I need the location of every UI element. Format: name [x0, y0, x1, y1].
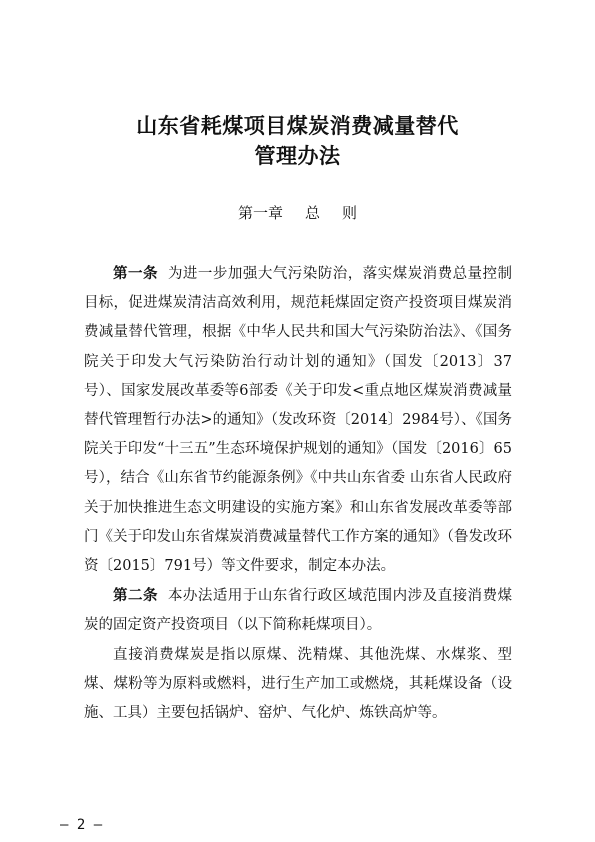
- chapter-title-char-1: 总: [304, 204, 320, 222]
- article-1-label: 第一条: [113, 265, 158, 282]
- article-1-text: 为进一步加强大气污染防治，落实煤炭消费总量控制目标，促进煤炭清洁高效利用，规范耗煤固定资产投资项目煤炭消费减量替代管理，根据《中华人民共和国大气污染防治法》、《国务院关于印发大气污染防治行动计划的通知》（国发〔2013〕37号）、国家发展改革委等6部委《关于印发<重点地区煤炭消费减量替代管理暂行办法>的通知》（发改环资〔2014〕2984号）、《国务院关于印发“十三五”生态环境保护规划的通知》（国发〔2016〕65号），结合《山东省节约能源条例》《中共山东省委 山东省人民政府关于加快推进生态文明建设的实施方案》和山东省发展改革委等部门《关于印发山东省煤炭消费减量替代工作方案的通知》（鲁发改环资〔2015〕791号）等文件要求，制定本办法。: [84, 266, 513, 575]
- page-number: — 2 —: [60, 817, 103, 833]
- article-1: [84, 259, 512, 581]
- chapter-heading: [0, 202, 595, 224]
- paragraph-3-text: 直接消费煤炭是指以原煤、洗精煤、其他洗煤、水煤浆、型煤、煤粉等为原料或燃料，进行生产加工或燃烧，其耗煤设备（设施、工具）主要包括锅炉、窑炉、气化炉、炼铁高炉等。: [84, 646, 512, 722]
- article-2-label: 第二条: [113, 587, 158, 605]
- article-2-text: 本办法适用于山东省行政区域范围内涉及直接消费煤炭的固定资产投资项目（以下简称耗煤项目）。: [84, 588, 513, 634]
- document-title-line-2: 管理办法: [254, 143, 341, 168]
- document-body: [84, 259, 512, 728]
- document-title-line-1: 山东省耗煤项目煤炭消费减量替代: [136, 113, 459, 138]
- paragraph-3: [84, 641, 512, 729]
- chapter-title-char-2: 则: [342, 204, 358, 222]
- article-2: [84, 581, 512, 640]
- chapter-number: 第一章: [237, 204, 283, 222]
